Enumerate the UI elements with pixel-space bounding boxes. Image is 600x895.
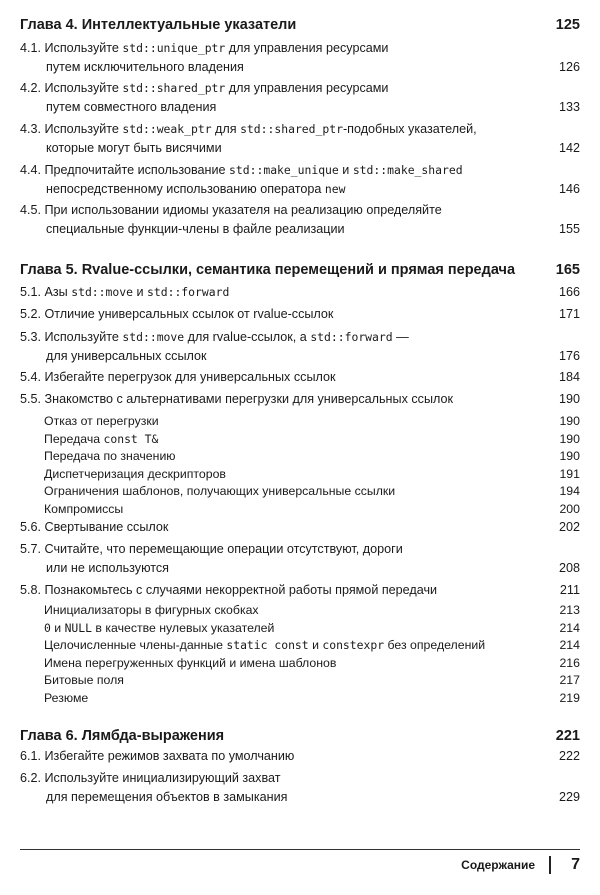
entry-title: 4.5. При использовании идиомы указателя на реализацию определяйте	[20, 203, 442, 217]
toc-subentry	[44, 603, 580, 617]
code-fragment: new	[324, 182, 346, 196]
entry-page: 126	[558, 60, 580, 74]
text-fragment: 5.1. Азы	[20, 285, 72, 299]
subentry-title	[44, 467, 226, 481]
entry-title: 5.4. Избегайте перегрузок для универсальных ссылок	[20, 370, 336, 384]
entry-title	[20, 163, 463, 177]
text-fragment: 4.1. Используйте	[20, 41, 123, 55]
entry-line	[20, 285, 580, 304]
chapter-page: 165	[555, 262, 580, 278]
text-fragment: 4.3. Используйте	[20, 122, 123, 136]
text-fragment: без определений	[384, 638, 486, 653]
code-fragment: std::shared_ptr	[122, 81, 226, 95]
toc-subentry	[44, 414, 580, 428]
toc-subentry	[44, 621, 580, 635]
chapter-title: Глава 5. Rvalue-ссылки, семантика перемещений и прямая передача	[20, 262, 516, 278]
entry-title	[20, 330, 409, 344]
toc-entry	[20, 163, 580, 201]
code-fragment: std::make_unique	[229, 163, 339, 177]
text-fragment: Ограничения шаблонов, получающих универсальные ссылки	[44, 484, 396, 499]
text-fragment: непосредственному использованию оператора	[46, 182, 325, 196]
entry-line-continued	[20, 141, 580, 160]
text-fragment: для	[211, 122, 241, 136]
entry-title-continued: специальные функции-члены в файле реализации	[46, 222, 345, 236]
entry-title: 5.8. Познакомьтесь с случаями некорректной работы прямой передачи	[20, 583, 438, 597]
entry-page: 171	[558, 307, 580, 321]
code-fragment: static const	[226, 638, 309, 653]
entry-line	[20, 370, 580, 389]
text-fragment: и	[50, 620, 65, 635]
code-fragment: std::weak_ptr	[122, 122, 212, 136]
code-fragment: std::forward	[310, 330, 393, 344]
code-fragment: std::unique_ptr	[122, 41, 226, 55]
entry-line-continued	[20, 222, 580, 241]
toc-subentry	[44, 467, 580, 481]
entry-line	[20, 771, 580, 790]
toc-entry	[20, 307, 580, 326]
entry-page: 142	[558, 141, 580, 155]
toc-entry	[20, 285, 580, 304]
subentry-page: 213	[559, 603, 580, 617]
entry-page: 222	[558, 749, 580, 763]
entry-line	[20, 520, 580, 539]
chapter-title: Глава 4. Интеллектуальные указатели	[20, 17, 297, 33]
chapter-heading	[20, 728, 580, 744]
text-fragment: Диспетчеризация дескрипторов	[44, 466, 226, 481]
entry-title: 6.1. Избегайте режимов захвата по умолчанию	[20, 749, 295, 763]
subentry-title	[44, 484, 395, 498]
text-fragment: Резюме	[44, 691, 89, 705]
code-fragment: NULL	[64, 620, 92, 635]
subentry-title	[44, 414, 159, 428]
toc-entry	[20, 81, 580, 119]
subentry-title	[44, 449, 176, 463]
code-fragment: std::move	[122, 330, 185, 344]
subentry-title	[44, 673, 124, 687]
text-fragment: Компромиссы	[44, 502, 124, 516]
entry-page: 184	[558, 370, 580, 384]
code-fragment: constexpr	[322, 638, 385, 653]
chapter-page: 221	[555, 728, 580, 744]
text-fragment: Инициализаторы в фигурных скобках	[44, 603, 259, 617]
subentry-page: 190	[559, 414, 580, 428]
entry-title: 5.7. Считайте, что перемещающие операции отсутствуют, дороги	[20, 542, 403, 556]
toc-subentry	[44, 638, 580, 652]
subentry-title	[44, 621, 274, 635]
chapter-page: 125	[555, 17, 580, 33]
entry-title	[20, 122, 477, 136]
toc-subentry	[44, 656, 580, 670]
toc-entry	[20, 392, 580, 411]
chapter-heading	[20, 17, 580, 33]
entry-line	[20, 330, 580, 349]
code-fragment: 0	[44, 620, 51, 635]
entry-title: 5.5. Знакомство с альтернативами перегрузки для универсальных ссылок	[20, 392, 454, 406]
footer-label: Содержание	[461, 858, 536, 872]
toc-entry	[20, 520, 580, 539]
subentry-page: 194	[559, 484, 580, 499]
subentry-title	[44, 502, 123, 516]
entry-title-continued	[46, 182, 345, 196]
toc-entry	[20, 583, 580, 602]
text-fragment: и	[132, 285, 148, 299]
text-fragment: в качестве нулевых указателей	[92, 620, 275, 635]
chapter-title: Глава 6. Лямбда-выражения	[20, 728, 225, 744]
toc-entry	[20, 122, 580, 160]
text-fragment: Передача	[44, 431, 104, 446]
toc-subentry	[44, 484, 580, 498]
subentry-title	[44, 603, 259, 617]
entry-page: 211	[559, 583, 580, 597]
toc-subentry	[44, 673, 580, 687]
text-fragment: и	[338, 163, 353, 177]
entry-page: 166	[558, 285, 580, 299]
text-fragment: Передача по значению	[44, 449, 176, 464]
toc-entry	[20, 41, 580, 79]
text-fragment: для управления ресурсами	[225, 41, 389, 55]
text-fragment: Отказ от перегрузки	[44, 414, 159, 428]
code-fragment: std::move	[71, 285, 133, 299]
subentry-page: 191	[559, 466, 580, 481]
toc-subentry	[44, 691, 580, 705]
entry-title: 5.2. Отличие универсальных ссылок от rvalue-ссылок	[20, 307, 334, 321]
text-fragment: и	[308, 638, 323, 653]
subentry-title	[44, 691, 88, 705]
subentry-page: 200	[559, 502, 580, 516]
entry-page: 176	[558, 349, 580, 363]
subentry-title	[44, 656, 336, 670]
subentry-page: 190	[559, 431, 580, 446]
entry-page: 229	[558, 790, 580, 804]
toc-subentry	[44, 502, 580, 516]
entry-title-continued: или не используются	[46, 561, 170, 575]
entry-line	[20, 749, 580, 768]
entry-line	[20, 122, 580, 141]
entry-line	[20, 307, 580, 326]
code-fragment: std::forward	[147, 285, 230, 299]
entry-line-continued	[20, 561, 580, 580]
entry-line-continued	[20, 349, 580, 368]
subentry-title	[44, 638, 485, 652]
toc-entry	[20, 203, 580, 241]
toc-subentry	[44, 449, 580, 463]
entry-line	[20, 542, 580, 561]
entry-page: 155	[558, 222, 580, 236]
toc-subentry	[44, 432, 580, 446]
subentry-page: 214	[559, 638, 580, 653]
footer-rule	[20, 849, 580, 850]
toc-entry	[20, 370, 580, 389]
footer-page-number: 7	[571, 856, 580, 873]
entry-title-continued: для универсальных ссылок	[46, 349, 207, 363]
toc-entry	[20, 330, 580, 368]
text-fragment: —	[392, 330, 409, 344]
page-footer	[461, 856, 580, 874]
entry-line	[20, 41, 580, 60]
entry-title: 6.2. Используйте инициализирующий захват	[20, 771, 281, 785]
entry-page: 208	[558, 561, 580, 575]
text-fragment: 4.2. Используйте	[20, 81, 123, 95]
entry-line	[20, 392, 580, 411]
entry-line-continued	[20, 100, 580, 119]
footer-separator	[549, 856, 551, 874]
subentry-title	[44, 432, 158, 446]
text-fragment: для управления ресурсами	[225, 81, 389, 95]
entry-page: 190	[558, 392, 580, 406]
code-fragment: std::make_shared	[352, 163, 463, 177]
entry-line-continued	[20, 60, 580, 79]
entry-line	[20, 163, 580, 182]
entry-page: 133	[558, 100, 580, 114]
entry-line	[20, 583, 580, 602]
text-fragment: -подобных указателей,	[342, 122, 477, 136]
entry-title	[20, 285, 229, 299]
entry-line-continued	[20, 182, 580, 201]
entry-line	[20, 81, 580, 100]
entry-page: 202	[558, 520, 580, 534]
entry-title-continued: для перемещения объектов в замыкания	[46, 790, 288, 804]
entry-title-continued: путем совместного владения	[46, 100, 217, 114]
entry-title: 5.6. Свертывание ссылок	[20, 520, 169, 534]
subentry-page: 219	[559, 691, 580, 705]
entry-title	[20, 81, 388, 95]
entry-title-continued: которые могут быть висячими	[46, 141, 222, 155]
entry-line-continued	[20, 790, 580, 809]
subentry-page: 217	[559, 673, 580, 688]
text-fragment: Имена перегруженных функций и имена шаблонов	[44, 655, 337, 670]
subentry-page: 216	[559, 655, 580, 670]
code-fragment: std::shared_ptr	[240, 122, 343, 136]
toc-entry	[20, 771, 580, 809]
text-fragment: 4.4. Предпочитайте использование	[20, 163, 230, 177]
text-fragment: Битовые поля	[44, 673, 124, 688]
entry-title	[20, 41, 388, 55]
toc-entry	[20, 542, 580, 580]
entry-line	[20, 203, 580, 222]
entry-page: 146	[558, 182, 580, 196]
subentry-page: 190	[559, 449, 580, 464]
toc-entry	[20, 749, 580, 768]
text-fragment: для rvalue-ссылок, а	[184, 330, 311, 344]
entry-title-continued: путем исключительного владения	[46, 60, 244, 74]
subentry-page: 214	[559, 620, 580, 635]
code-fragment: const T&	[103, 431, 159, 446]
chapter-heading	[20, 262, 580, 278]
text-fragment: 5.3. Используйте	[20, 330, 123, 344]
text-fragment: Целочисленные члены-данные	[44, 638, 227, 653]
